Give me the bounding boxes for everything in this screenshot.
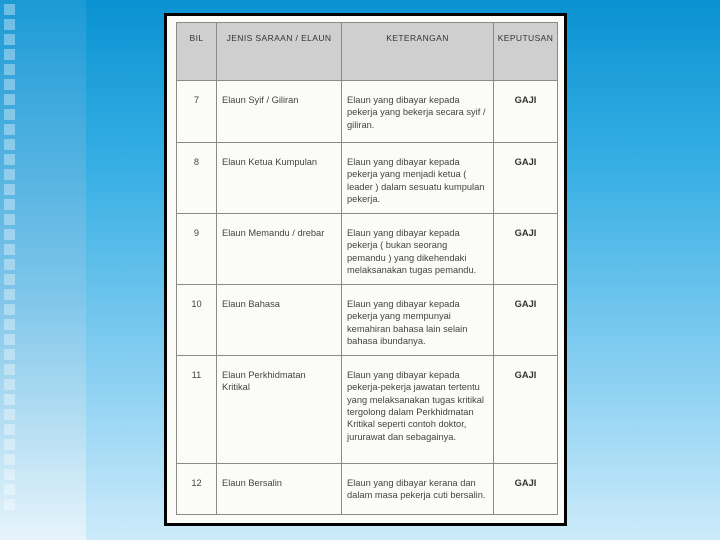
table-row (177, 285, 558, 356)
cell-jenis: Elaun Bersalin (217, 464, 342, 515)
header-bil: BIL (177, 23, 217, 81)
cell-bil: 10 (177, 285, 217, 356)
table-header-row (177, 23, 558, 81)
header-keterangan: KETERANGAN (342, 23, 494, 81)
cell-bil: 8 (177, 143, 217, 214)
cell-jenis: Elaun Bahasa (217, 285, 342, 356)
left-decor-band (0, 0, 86, 540)
decor-squares (4, 4, 20, 536)
cell-keterangan: Elaun yang dibayar kepada pekerja yang mempunyai kemahiran bahasa lain selain bahasa ibundanya. (342, 285, 494, 356)
table-row (177, 81, 558, 143)
header-jenis: JENIS SARAAN / ELAUN (217, 23, 342, 81)
scanned-document (167, 16, 564, 523)
cell-keterangan: Elaun yang dibayar kerana dan dalam masa pekerja cuti bersalin. (342, 464, 494, 515)
cell-jenis: Elaun Perkhidmatan Kritikal (217, 356, 342, 464)
cell-keputusan: GAJI (494, 143, 558, 214)
cell-keputusan: GAJI (494, 81, 558, 143)
cell-jenis: Elaun Memandu / drebar (217, 214, 342, 285)
header-keputusan: KEPUTUSAN (494, 23, 558, 81)
cell-keterangan: Elaun yang dibayar kepada pekerja yang menjadi ketua ( leader ) dalam sesuatu kumpulan pekerja. (342, 143, 494, 214)
cell-keterangan: Elaun yang dibayar kepada pekerja-pekerja jawatan tertentu yang melaksanakan tugas kritikal tergolong dalam Perkhidmatan Kritikal seperti contoh doktor, jururawat dan sebagainya. (342, 356, 494, 464)
table-row (177, 356, 558, 464)
cell-jenis: Elaun Ketua Kumpulan (217, 143, 342, 214)
cell-keputusan: GAJI (494, 285, 558, 356)
allowance-table (176, 22, 558, 515)
cell-keterangan: Elaun yang dibayar kepada pekerja yang bekerja secara syif / giliran. (342, 81, 494, 143)
cell-bil: 12 (177, 464, 217, 515)
table-row (177, 143, 558, 214)
cell-keterangan: Elaun yang dibayar kepada pekerja ( bukan seorang pemandu ) yang dikehendaki melaksanakan tugas pemandu. (342, 214, 494, 285)
table-row (177, 214, 558, 285)
table-row (177, 464, 558, 515)
cell-keputusan: GAJI (494, 356, 558, 464)
cell-jenis: Elaun Syif / Giliran (217, 81, 342, 143)
scanned-document-frame (164, 13, 567, 526)
cell-keputusan: GAJI (494, 214, 558, 285)
cell-bil: 9 (177, 214, 217, 285)
cell-bil: 7 (177, 81, 217, 143)
cell-bil: 11 (177, 356, 217, 464)
cell-keputusan: GAJI (494, 464, 558, 515)
